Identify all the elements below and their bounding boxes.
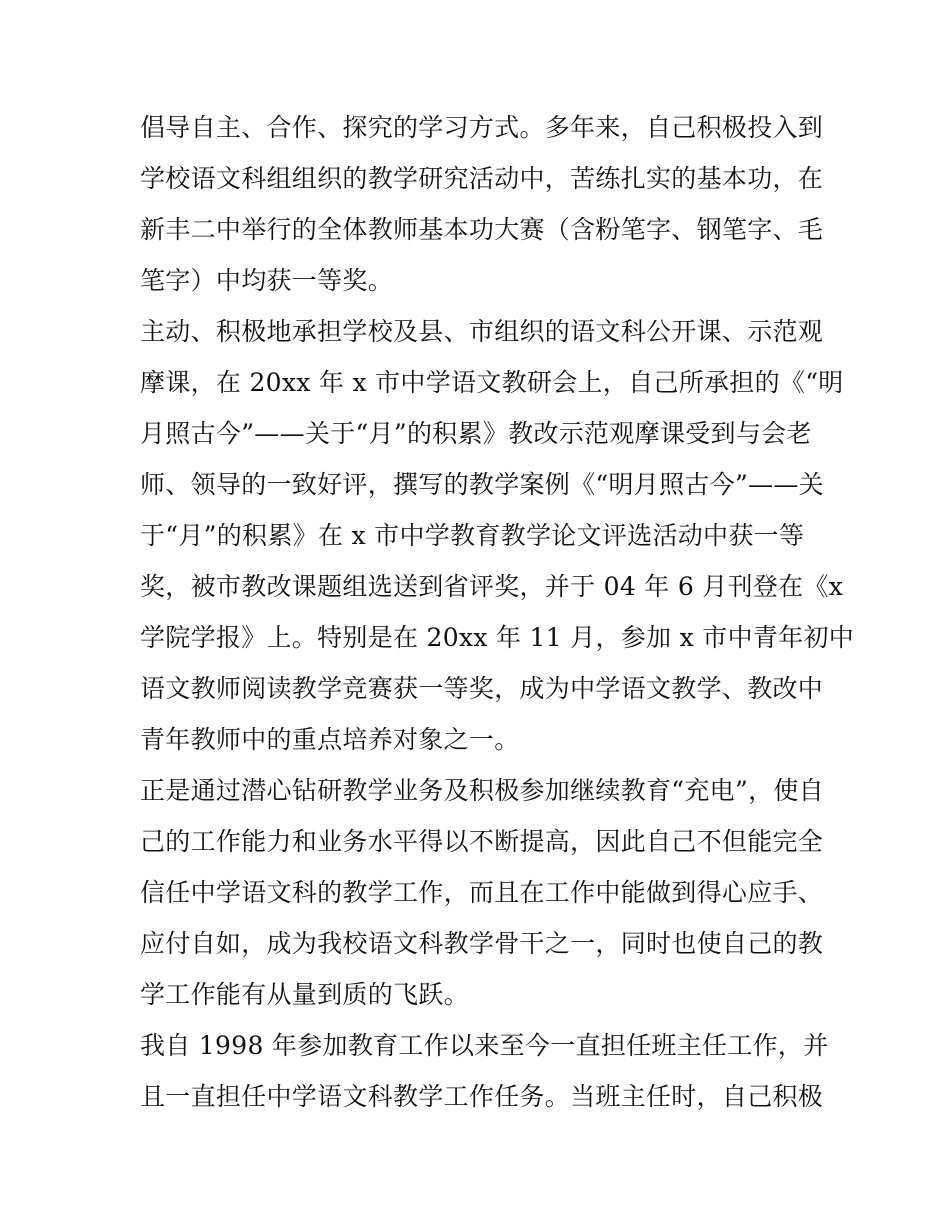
text-line: 且一直担任中学语文科教学工作任务。当班主任时，自己积极 [140, 1082, 824, 1111]
text-line: 奖，被市教改课题组选送到省评奖，并于 04 年 6 月刊登在《x [140, 572, 844, 601]
text-line: 我自 1998 年参加教育工作以来至今一直担任班主任工作，并 [140, 1031, 829, 1060]
paragraph-2 [140, 306, 855, 765]
text-line: 月照古今”——关于“月”的积累》教改示范观摩课受到与会老 [140, 419, 812, 448]
text-line: 主动、积极地承担学校及县、市组织的语文科公开课、示范观 [140, 317, 824, 346]
text-line: 新丰二中举行的全体教师基本功大赛（含粉笔字、钢笔字、毛 [140, 215, 824, 244]
paragraph-4 [140, 1020, 829, 1122]
paragraph-3 [140, 765, 824, 1020]
paragraph-1 [140, 102, 824, 306]
text-line: 己的工作能力和业务水平得以不断提高，因此自己不但能完全 [140, 827, 824, 856]
document-body [140, 102, 855, 1122]
text-line: 笔字）中均获一等奖。 [140, 266, 394, 295]
text-line: 语文教师阅读教学竞赛获一等奖，成为中学语文教学、教改中 [140, 674, 824, 703]
text-line: 学校语文科组组织的教学研究活动中，苦练扎实的基本功，在 [140, 164, 824, 193]
text-line: 学工作能有从量到质的飞跃。 [140, 980, 469, 1009]
text-line: 倡导自主、合作、探究的学习方式。多年来，自己积极投入到 [140, 113, 824, 142]
text-line: 正是通过潜心钻研教学业务及积极参加继续教育“充电”，使自 [140, 776, 824, 805]
text-line: 应付自如，成为我校语文科教学骨干之一，同时也使自己的教 [140, 929, 824, 958]
text-line: 摩课，在 20xx 年 x 市中学语文教研会上，自己所承担的《“明 [140, 368, 844, 397]
text-line: 于“月”的积累》在 x 市中学教育教学论文评选活动中获一等 [140, 521, 805, 550]
text-line: 师、领导的一致好评，撰写的教学案例《“明月照古今”——关 [140, 470, 824, 499]
text-line: 青年教师中的重点培养对象之一。 [140, 725, 520, 754]
text-line: 信任中学语文科的教学工作，而且在工作中能做到得心应手、 [140, 878, 824, 907]
text-line: 学院学报》上。特别是在 20xx 年 11 月，参加 x 市中青年初中 [140, 623, 855, 652]
